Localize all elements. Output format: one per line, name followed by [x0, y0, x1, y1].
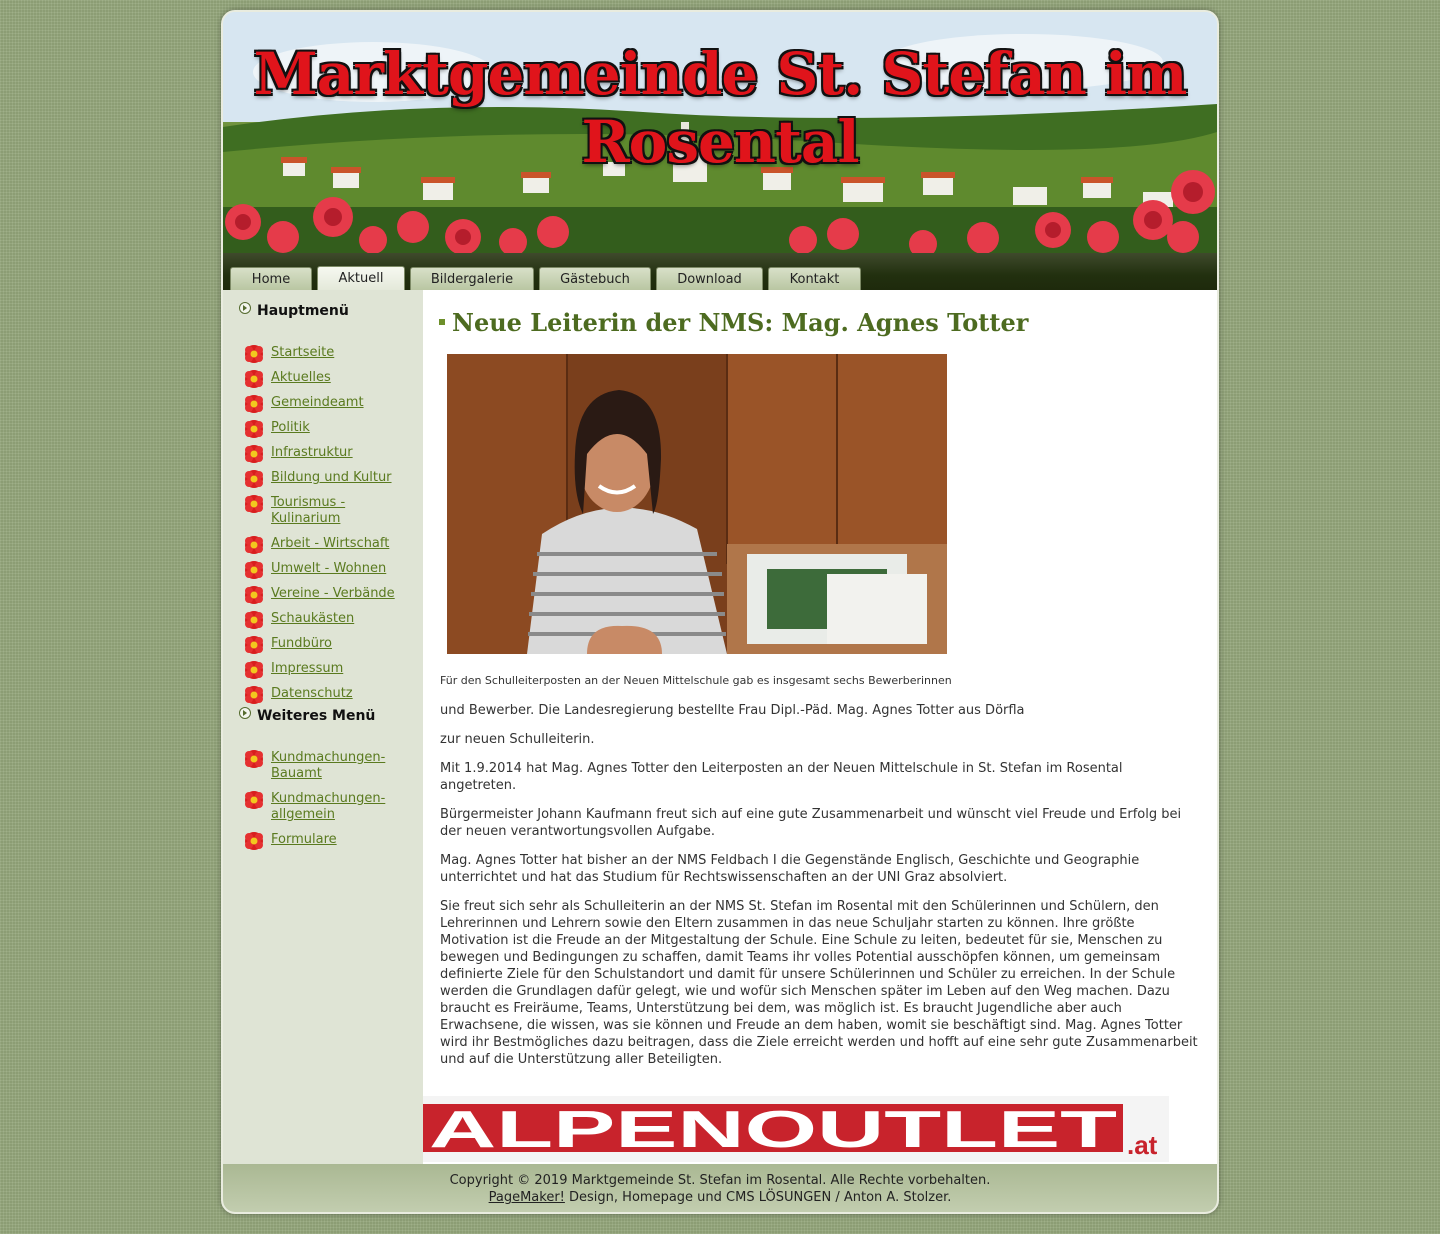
sidebar-link[interactable]: Infrastruktur	[271, 445, 353, 460]
sidebar-link[interactable]: Umwelt - Wohnen	[271, 561, 387, 576]
footer-credit-text: Design, Homepage und CMS LÖSUNGEN / Anton A. Stolzer.	[564, 1190, 952, 1205]
sidebar-link[interactable]: Aktuelles	[271, 370, 331, 385]
sidebar-link[interactable]: Politik	[271, 420, 310, 435]
banner-brand-text: ALPENOUTLET	[429, 1101, 1118, 1159]
footer	[223, 1164, 1217, 1214]
sidebar-link[interactable]: Vereine - Verbände	[271, 586, 395, 601]
rose-bullet-icon	[243, 393, 265, 415]
alpenoutlet-banner[interactable]	[423, 1096, 1169, 1162]
article-paragraph: Sie freut sich sehr als Schulleiterin an der NMS St. Stefan im Rosental mit den Schülerinnen und Schülern, den Lehrerinnen und Lehrern sowie den Eltern zusammen in das neue Schuljahr starten zu können. Ihre größte Motivation ist die Freude an der Mitgestaltung der Schule. Eine Schule zu leiten, bedeutet für sie, Menschen zu bewegen und Bedingungen zu schaffen, damit Teams ihr volles Potential ausschöpfen können, um gemeinsam definierte Ziele für den Schulstandort und damit für unsere Schülerinnen und Schüler zu erreichen. In der Schule werden die Grundlagen dafür gelegt, wie und wofür sich Menschen später im Leben auf den Weg machen. Dazu braucht es Freiräume, Teams, Unterstützung bei dem, was möglich ist. Es braucht Jugendliche aber auch Erwachsene, die wissen, was sie können und Freude an dem haben, womit sie beschäftigt sind. Mag. Agnes Totter wird ihr Bestmögliches dazu beitragen, dass die Ziele erreicht werden und hofft auf eine sehr gute Zusammenarbeit und auf die Unterstützung aller Beteiligten.	[440, 899, 1198, 1067]
header-banner	[223, 12, 1217, 253]
photo-caption: Für den Schulleiterposten an der Neuen Mittelschule gab es insgesamt sechs Bewerberinnen	[440, 674, 952, 687]
sidebar	[223, 290, 423, 1164]
rose-bullet-icon	[243, 830, 265, 852]
sidebar-link[interactable]: Arbeit - Wirtschaft	[271, 536, 390, 551]
sidebar-link[interactable]: Impressum	[271, 661, 344, 676]
tab-download[interactable]: Download	[656, 267, 763, 290]
main-content	[423, 290, 1217, 1164]
sidebar-link[interactable]: Bildung und Kultur	[271, 470, 392, 485]
article-paragraph: zur neuen Schulleiterin.	[440, 732, 595, 747]
tab-gaestebuch[interactable]: Gästebuch	[539, 267, 651, 290]
sidebar-link[interactable]: Schaukästen	[271, 611, 355, 626]
rose-bullet-icon	[243, 493, 265, 515]
rose-bullet-icon	[243, 634, 265, 656]
article-headline	[439, 308, 1028, 337]
article-headline-text: Neue Leiterin der NMS: Mag. Agnes Totter	[452, 308, 1029, 337]
sidebar-link[interactable]: Gemeindeamt	[271, 395, 364, 410]
pagemaker-link[interactable]: PageMaker!	[488, 1190, 565, 1205]
sidebar-link[interactable]: Startseite	[271, 345, 335, 360]
more-menu-heading-label: Weiteres Menü	[257, 708, 376, 724]
sidebar-link[interactable]: Kundmachungen-allgemein	[271, 791, 386, 822]
bullet-arrow-icon	[239, 302, 251, 314]
rose-bullet-icon	[243, 659, 265, 681]
rose-bullet-icon	[243, 609, 265, 631]
rose-bullet-icon	[243, 368, 265, 390]
main-navigation	[223, 253, 1217, 290]
tab-aktuell[interactable]: Aktuell	[317, 266, 405, 290]
tab-bildergalerie[interactable]: Bildergalerie	[410, 267, 534, 290]
bullet-arrow-icon	[239, 707, 251, 719]
article-paragraph: und Bewerber. Die Landesregierung bestellte Frau Dipl.-Päd. Mag. Agnes Totter aus Dörfla	[440, 703, 1025, 718]
tab-home[interactable]: Home	[230, 267, 312, 290]
sidebar-link[interactable]: Tourismus - Kulinarium	[271, 495, 346, 526]
site-title: Marktgemeinde St. Stefan im Rosental	[253, 40, 1187, 176]
main-menu-heading	[239, 302, 349, 319]
page-container	[221, 10, 1219, 1214]
rose-bullet-icon	[243, 559, 265, 581]
rose-bullet-icon	[243, 443, 265, 465]
footer-credit-line	[223, 1190, 1217, 1205]
article-paragraph: Bürgermeister Johann Kaufmann freut sich auf eine gute Zusammenarbeit und wünscht viel Freude und Erfolg bei der neuen verantwortungsvollen Aufgabe.	[440, 807, 1182, 839]
rose-bullet-icon	[243, 684, 265, 706]
sidebar-link[interactable]: Kundmachungen-Bauamt	[271, 750, 386, 781]
rose-bullet-icon	[243, 748, 265, 770]
main-menu-heading-label: Hauptmenü	[257, 303, 349, 319]
banner-tld-text: .at	[1127, 1130, 1158, 1160]
article-paragraph: Mit 1.9.2014 hat Mag. Agnes Totter den Leiterposten an der Neuen Mittelschule in St. Stefan im Rosental angetreten.	[440, 761, 1123, 793]
rose-bullet-icon	[243, 534, 265, 556]
tab-kontakt[interactable]: Kontakt	[768, 267, 861, 290]
rose-bullet-icon	[243, 584, 265, 606]
rose-bullet-icon	[243, 789, 265, 811]
rose-bullet-icon	[243, 418, 265, 440]
rose-bullet-icon	[243, 343, 265, 365]
sidebar-link[interactable]: Formulare	[271, 832, 337, 847]
sidebar-link[interactable]: Fundbüro	[271, 636, 333, 651]
sidebar-link[interactable]: Datenschutz	[271, 686, 353, 701]
headline-bullet-icon	[439, 319, 445, 325]
rose-bullet-icon	[243, 468, 265, 490]
footer-copyright: Copyright © 2019 Marktgemeinde St. Stefan im Rosental. Alle Rechte vorbehalten.	[449, 1173, 991, 1188]
article-photo	[447, 354, 947, 654]
more-menu-heading	[239, 707, 375, 724]
article-paragraph: Mag. Agnes Totter hat bisher an der NMS Feldbach I die Gegenstände Englisch, Geschichte und Geographie unterrichtet und hat das Studium für Rechtswissenschaften an der UNI Graz absolviert.	[440, 853, 1140, 885]
